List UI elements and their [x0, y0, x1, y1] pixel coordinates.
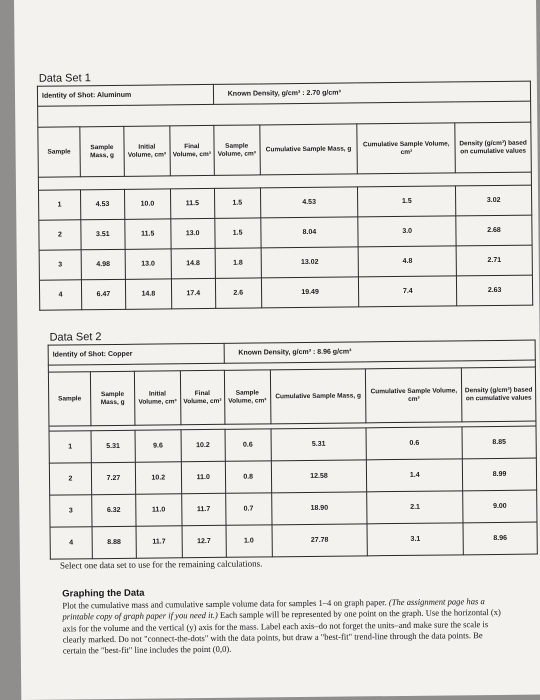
graphing-instructions: [62, 596, 503, 657]
col-header: Cumulative Sample Mass, g: [270, 369, 366, 424]
col-header: Cumulative Sample Mass, g: [259, 124, 357, 175]
cell-initial-volume: 14.8: [125, 279, 171, 309]
cell-cumulative-volume: 1.4: [367, 459, 463, 492]
cell-final-volume: 11.5: [170, 188, 214, 218]
cell-cumulative-mass: 27.78: [272, 524, 368, 557]
cell-cumulative-mass: 19.49: [261, 277, 359, 308]
table-row: [50, 522, 537, 559]
cell-sample: 3: [39, 250, 81, 280]
cell-final-volume: 11.0: [181, 461, 225, 493]
cell-cumulative-volume: 0.6: [366, 427, 462, 460]
cell-density: 8.96: [463, 522, 537, 555]
cell-sample-volume: 1.5: [214, 188, 260, 218]
cell-mass: 3.51: [81, 219, 125, 249]
cell-initial-volume: 9.6: [135, 430, 181, 462]
cell-sample: 3: [50, 495, 92, 527]
cell-initial-volume: 11.7: [136, 526, 182, 558]
cell-final-volume: 14.8: [171, 248, 215, 278]
cell-mass: 6.47: [81, 279, 125, 309]
cell-cumulative-mass: 13.02: [261, 247, 359, 278]
cell-mass: 6.32: [92, 494, 136, 526]
col-header: Density (g/cm³) based on cumulative values: [461, 367, 535, 422]
cell-density: 2.68: [456, 215, 532, 246]
col-header: Cumulative Sample Volume, cm³: [366, 368, 462, 423]
data-set-1-known-density: Known Density, g/cm³ : 2.70 g/cm³: [213, 81, 530, 104]
cell-mass: 4.98: [81, 249, 125, 279]
cell-final-volume: 11.7: [181, 493, 225, 525]
col-header: Sample Volume, cm³: [214, 125, 260, 175]
cell-initial-volume: 10.0: [124, 189, 170, 219]
cell-density: 8.99: [462, 458, 536, 491]
worksheet-page: [14, 0, 540, 700]
data-set-1-header-row: [38, 122, 531, 177]
cell-sample: 1: [38, 190, 80, 220]
cell-density: 8.85: [462, 426, 536, 459]
cell-mass: 7.27: [91, 462, 135, 494]
col-header: Sample Mass, g: [90, 371, 134, 425]
cell-final-volume: 13.0: [171, 218, 215, 248]
table-row: [50, 490, 537, 527]
cell-initial-volume: 13.0: [125, 249, 171, 279]
cell-final-volume: 12.7: [182, 525, 226, 557]
graphing-line-1: Plot the cumulative mass and cumulative sample volume data for samples 1–4 on graph paper.: [62, 597, 387, 611]
cell-sample: 2: [39, 220, 81, 250]
table-row: [49, 426, 536, 463]
cell-cumulative-volume: 3.0: [358, 216, 456, 247]
cell-sample-volume: 2.6: [215, 278, 261, 308]
cell-initial-volume: 11.0: [136, 494, 182, 526]
table-row: [49, 458, 536, 495]
cell-mass: 5.31: [91, 430, 135, 462]
data-set-2-known-density: Known Density, g/cm³ : 8.96 g/cm³: [224, 340, 535, 363]
cell-mass: 8.88: [92, 526, 136, 558]
graphing-heading: Graphing the Data: [62, 587, 145, 600]
cell-sample-volume: 0.8: [225, 461, 271, 493]
cell-sample: 4: [39, 280, 81, 310]
cell-cumulative-mass: 5.31: [271, 428, 367, 461]
cell-cumulative-volume: 2.1: [367, 491, 463, 524]
cell-sample: 2: [49, 463, 91, 495]
cell-sample-volume: 0.7: [225, 493, 271, 525]
cell-cumulative-mass: 4.53: [260, 187, 358, 218]
col-header: Final Volume, cm³: [170, 125, 214, 175]
cell-initial-volume: 10.2: [135, 462, 181, 494]
cell-density: 2.71: [456, 245, 532, 276]
instruction-text: Select one data set to use for the remaining calculations.: [59, 558, 263, 571]
cell-cumulative-mass: 8.04: [260, 217, 358, 248]
cell-mass: 4.53: [80, 189, 124, 219]
col-header: Sample Volume, cm³: [224, 370, 270, 424]
graphing-line-2: Each sample will be represented by one point on the graph. Use the horizontal (x) axis for the volume and the vertical (y) axis for the mass. Label each axis–do not forget the units–and make sure the scale is clearly marked. Do not "connect-the-dots" with the data points, but draw a "best-fit" trend-line through the data points. Be certain the "best-fit" line includes the point (0,0).: [62, 607, 501, 656]
table-row: [39, 275, 532, 310]
cell-final-volume: 10.2: [181, 429, 225, 461]
cell-cumulative-volume: 7.4: [359, 276, 457, 307]
cell-cumulative-mass: 18.90: [271, 492, 367, 525]
data-set-2-title: Data Set 2: [49, 331, 102, 344]
cell-cumulative-volume: 1.5: [358, 186, 456, 217]
cell-sample-volume: 1.5: [215, 218, 261, 248]
cell-cumulative-mass: 12.58: [271, 460, 367, 493]
data-set-2-identity: Identity of Shot: Copper: [48, 343, 224, 365]
col-header: Final Volume, cm³: [180, 370, 224, 424]
cell-sample-volume: 0.6: [225, 429, 271, 461]
cell-cumulative-volume: 4.8: [358, 246, 456, 277]
cell-density: 9.00: [463, 490, 537, 523]
col-header: Initial Volume, cm³: [134, 371, 180, 425]
cell-density: 2.63: [457, 275, 533, 306]
cell-sample: 1: [49, 431, 91, 463]
col-header: Sample: [38, 127, 80, 177]
cell-sample-volume: 1.8: [215, 248, 261, 278]
data-set-1-identity: Identity of Shot: Aluminum: [37, 84, 213, 106]
data-set-2-table: [48, 340, 538, 560]
col-header: Cumulative Sample Volume, cm³: [357, 123, 455, 174]
cell-final-volume: 17.4: [171, 278, 215, 308]
cell-sample-volume: 1.0: [226, 525, 272, 557]
graphing-note: (The assignment page has a printable copy of graph paper if you need it.): [62, 596, 485, 622]
cell-density: 3.02: [456, 185, 532, 216]
col-header: Sample: [48, 372, 91, 426]
col-header: Sample Mass, g: [80, 126, 124, 176]
cell-cumulative-volume: 3.1: [367, 523, 463, 556]
col-header: Density (g/cm³) based on cumulative values: [455, 122, 531, 173]
col-header: Initial Volume, cm³: [124, 126, 170, 176]
data-set-1-table: [37, 81, 533, 311]
cell-sample: 4: [50, 527, 92, 559]
data-set-2-header-row: [48, 367, 536, 426]
cell-initial-volume: 11.5: [125, 219, 171, 249]
data-set-1-title: Data Set 1: [38, 72, 91, 85]
